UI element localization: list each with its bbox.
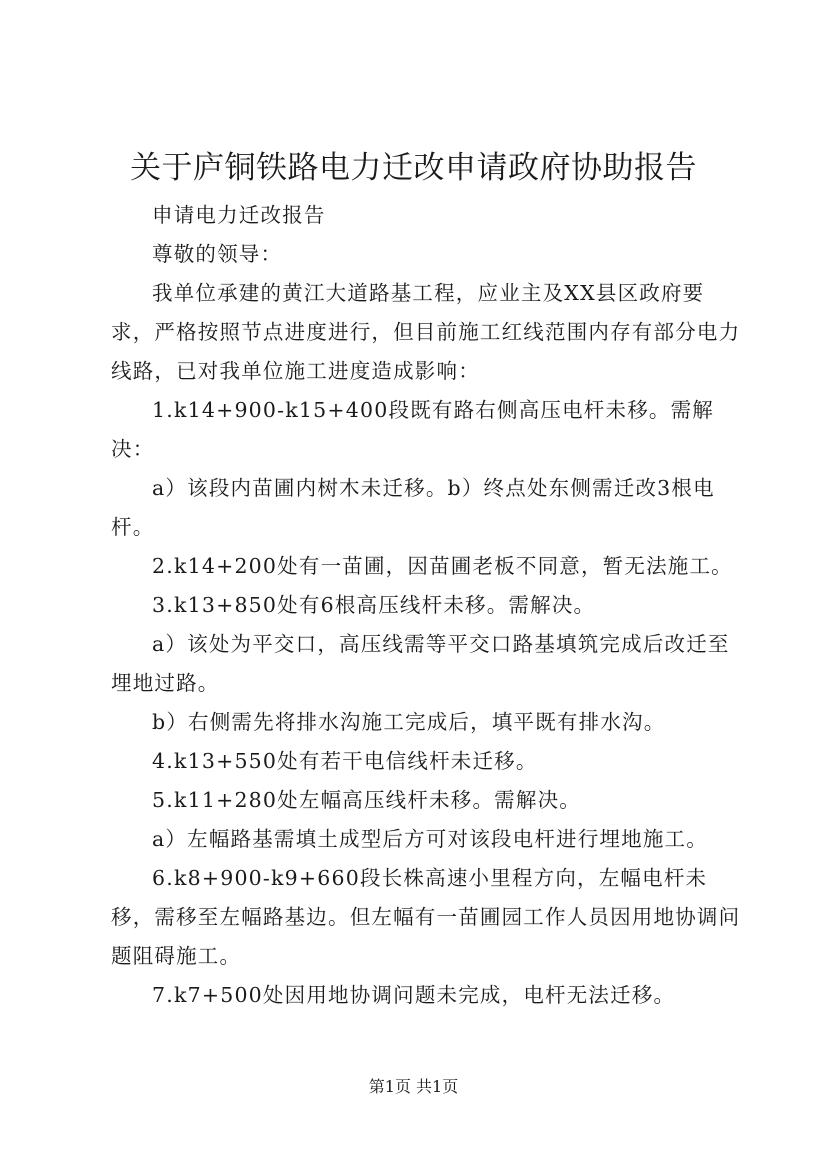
document-title: 关于庐铜铁路电力迁改申请政府协助报告: [130, 150, 697, 186]
paragraph: 尊敬的领导：: [152, 242, 283, 266]
paragraph: 1.k14+900-k15+400段既有路右侧高压电杆未移。需解决：: [111, 398, 715, 461]
paragraph: 3.k13+850处有6根高压线杆未移。需解决。: [152, 593, 596, 617]
paragraph: b）右侧需先将排水沟施工完成后，填平既有排水沟。: [152, 710, 666, 734]
paragraph: 4.k13+550处有若干电信线杆未迁移。: [152, 749, 538, 773]
paragraph: 2.k14+200处有一苗圃，因苗圃老板不同意，暂无法施工。: [152, 554, 733, 578]
paragraph: a）该处为平交口，高压线需等平交口路基填筑完成后改迁至埋地过路。: [111, 632, 730, 695]
page-footer: 第1页 共1页: [368, 1077, 459, 1096]
paragraph: 6.k8+900-k9+660段长株高速小里程方向，左幅电杆未移，需移至左幅路基边。但左幅有一苗圃园工作人员因用地协调问题阻碍施工。: [111, 866, 741, 968]
paragraph: a）左幅路基需填土成型后方可对该段电杆进行埋地施工。: [152, 827, 708, 851]
paragraph: 我单位承建的黄江大道路基工程，应业主及XX县区政府要求，严格按照节点进度进行，但目前施工红线范围内存有部分电力线路，已对我单位施工进度造成影响：: [111, 281, 741, 383]
paragraph: 7.k7+500处因用地协调问题未完成，电杆无法迁移。: [152, 983, 676, 1007]
paragraph: 申请电力迁改报告: [152, 203, 326, 227]
document-body: [111, 196, 743, 1015]
paragraph: a）该段内苗圃内树木未迁移。b）终点处东侧需迁改3根电杆。: [111, 476, 715, 539]
paragraph: 5.k11+280处左幅高压线杆未移。需解决。: [152, 788, 581, 812]
